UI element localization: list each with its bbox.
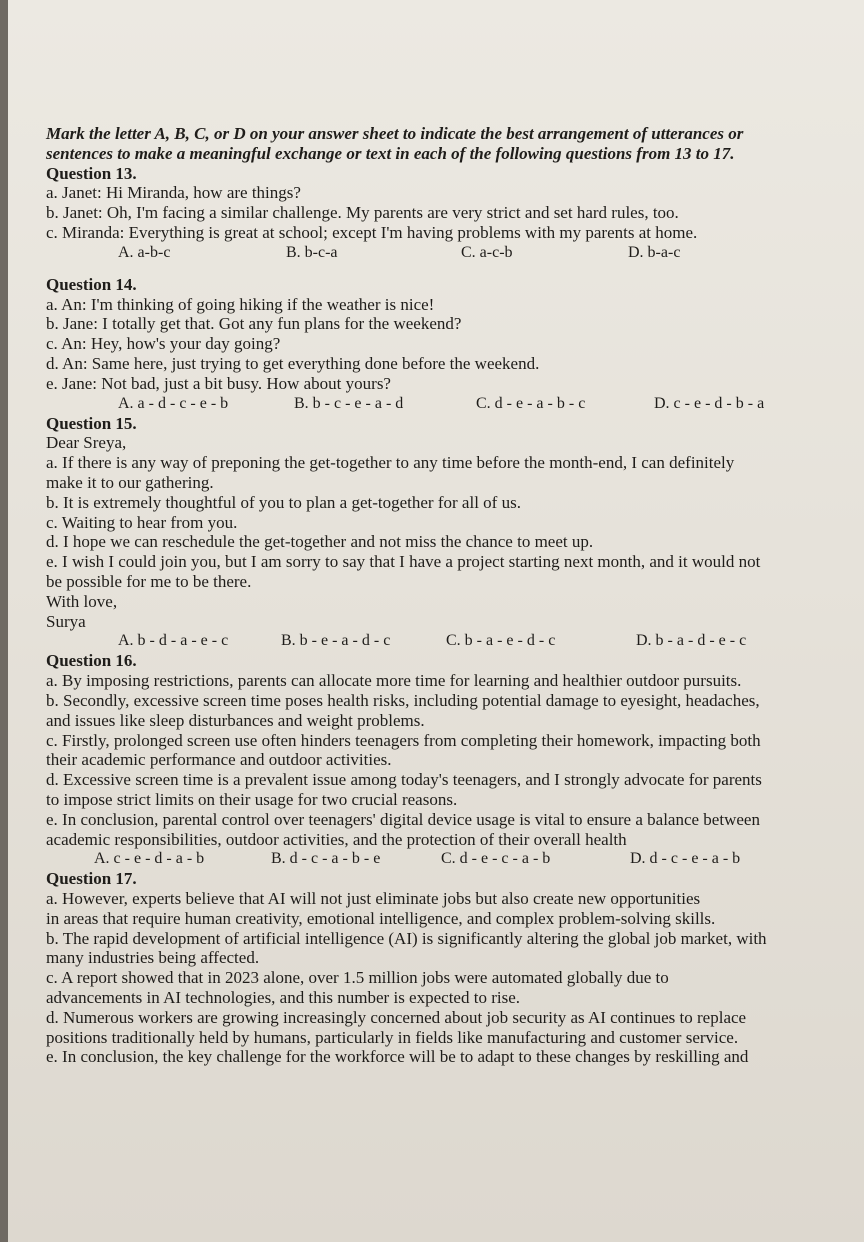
q16-line-d: d. Excessive screen time is a prevalent issue among today's teenagers, and I strongly advocate for parents [46,770,762,790]
question-16-title: Question 16. [46,651,137,671]
q17-line-b-cont: many industries being affected. [46,948,260,968]
q13-line-a: a. Janet: Hi Miranda, how are things? [46,183,301,203]
q14-options [46,394,836,414]
q16-option-b[interactable]: B. d - c - a - b - e [271,850,381,868]
q15-options [46,631,836,651]
q17-line-e: e. In conclusion, the key challenge for the workforce will be to adapt to these changes by reskilling and [46,1047,749,1067]
question-15-title: Question 15. [46,413,137,433]
q15-option-d[interactable]: D. b - a - d - e - c [636,632,747,650]
q13-line-b: b. Janet: Oh, I'm facing a similar challenge. My parents are very strict and set hard rules, too. [46,203,679,223]
q17-line-a: a. However, experts believe that AI will not just eliminate jobs but also create new opportunities [46,889,701,909]
q16-line-d-cont: to impose strict limits on their usage for two crucial reasons. [46,789,458,809]
q13-option-c[interactable]: C. a-c-b [461,243,513,261]
q17-line-a-cont: in areas that require human creativity, emotional intelligence, and complex problem-solving skills. [46,908,716,928]
q16-option-c[interactable]: C. d - e - c - a - b [441,850,551,868]
instructions-line-2: sentences to make a meaningful exchange or text in each of the following questions from 13 to 17. [46,143,735,163]
question-13-title: Question 13. [46,163,137,183]
q16-line-e-cont: academic responsibilities, outdoor activities, and the protection of their overall health [46,829,627,849]
q16-option-a[interactable]: A. c - e - d - a - b [94,850,205,868]
q17-line-d: d. Numerous workers are growing increasingly concerned about job security as AI continues to replace [46,1007,747,1027]
question-17-title: Question 17. [46,869,137,889]
q14-option-c[interactable]: C. d - e - a - b - c [476,394,586,412]
q15-line-a: a. If there is any way of preponing the get-together to any time before the month-end, I can definitely [46,453,735,473]
q15-line-c: c. Waiting to hear from you. [46,512,238,532]
q13-option-a[interactable]: A. a-b-c [118,243,171,261]
q16-line-b: b. Secondly, excessive screen time poses health risks, including potential damage to eyesight, headaches, [46,690,760,710]
q14-line-a: a. An: I'm thinking of going hiking if the weather is nice! [46,294,435,314]
q15-line-e: e. I wish I could join you, but I am sorry to say that I have a project starting next month, and it would not [46,552,761,572]
q17-line-c-cont: advancements in AI technologies, and this number is expected to rise. [46,988,520,1008]
exam-sheet [8,0,864,1242]
q14-line-d: d. An: Same here, just trying to get everything done before the weekend. [46,353,540,373]
q17-line-b: b. The rapid development of artificial intelligence (AI) is significantly altering the global job market, with [46,928,767,948]
q14-line-b: b. Jane: I totally get that. Got any fun plans for the weekend? [46,314,462,334]
q16-line-e: e. In conclusion, parental control over teenagers' digital device usage is vital to ensure a balance between [46,809,760,829]
question-14-title: Question 14. [46,274,137,294]
q16-line-a: a. By imposing restrictions, parents can allocate more time for learning and healthier outdoor pursuits. [46,671,742,691]
q15-option-c[interactable]: C. b - a - e - d - c [446,632,556,650]
q13-options [46,243,836,263]
q15-option-a[interactable]: A. b - d - a - e - c [118,632,229,650]
q16-option-d[interactable]: D. d - c - e - a - b [630,850,741,868]
q16-line-c: c. Firstly, prolonged screen use often hinders teenagers from completing their homework, impacting both [46,730,761,750]
q15-line-d: d. I hope we can reschedule the get-together and not miss the chance to meet up. [46,532,594,552]
q15-salutation: Dear Sreya, [46,433,127,453]
q17-line-c: c. A report showed that in 2023 alone, over 1.5 million jobs were automated globally due to [46,968,669,988]
instructions-line-1: Mark the letter A, B, C, or D on your answer sheet to indicate the best arrangement of utterances or [46,124,744,143]
q15-line-a-cont: make it to our gathering. [46,472,214,492]
q15-option-b[interactable]: B. b - e - a - d - c [281,632,391,650]
q15-line-b: b. It is extremely thoughtful of you to plan a get-together for all of us. [46,492,521,512]
q16-line-b-cont: and issues like sleep disturbances and weight problems. [46,710,425,730]
q16-line-c-cont: their academic performance and outdoor activities. [46,750,392,770]
q14-option-b[interactable]: B. b - c - e - a - d [294,394,404,412]
q13-option-d[interactable]: D. b-a-c [628,243,681,261]
q16-options [46,849,836,869]
q15-line-e-cont: be possible for me to be there. [46,571,252,591]
q15-signature: Surya [46,611,86,631]
q13-line-c: c. Miranda: Everything is great at school; except I'm having problems with my parents at home. [46,222,698,242]
q14-option-d[interactable]: D. c - e - d - b - a [654,394,765,412]
q14-option-a[interactable]: A. a - d - c - e - b [118,394,229,412]
q15-closing: With love, [46,591,118,611]
q14-line-e: e. Jane: Not bad, just a bit busy. How about yours? [46,373,391,393]
exam-content [46,124,836,1067]
q13-option-b[interactable]: B. b-c-a [286,243,338,261]
q14-line-c: c. An: Hey, how's your day going? [46,334,281,354]
q17-line-d-cont: positions traditionally held by humans, particularly in fields like manufacturing and customer service. [46,1027,739,1047]
